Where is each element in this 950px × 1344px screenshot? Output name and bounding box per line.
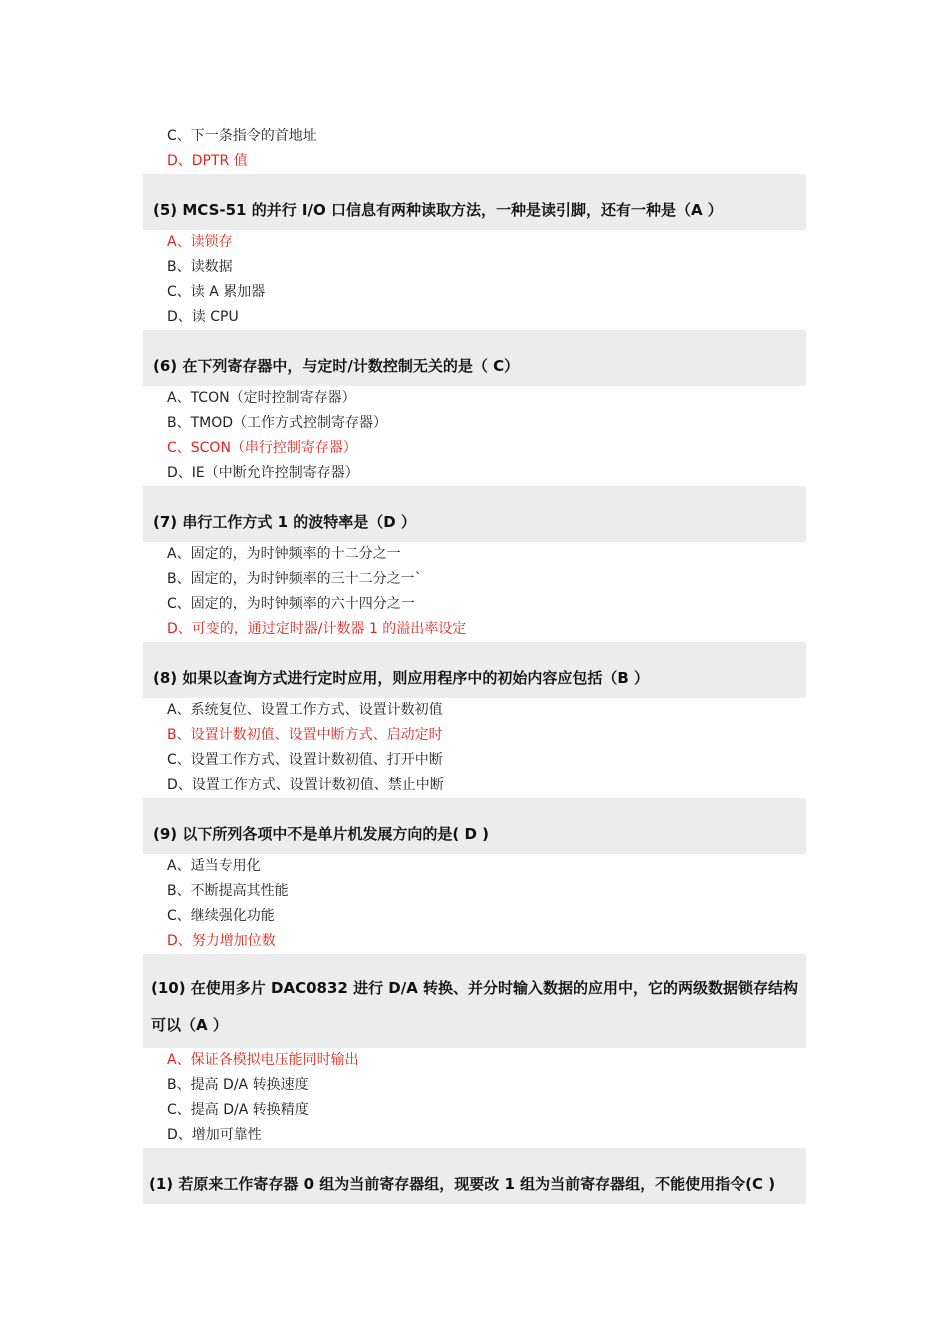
- option-item: A、系统复位、设置工作方式、设置计数初值: [167, 702, 443, 718]
- option-item: C、继续强化功能: [167, 908, 275, 924]
- option-item-correct: B、设置计数初值、设置中断方式、启动定时: [167, 727, 443, 743]
- question-text: (1) 若原来工作寄存器 0 组为当前寄存器组，现要改 1 组为当前寄存器组，不能使用指令(C ): [149, 1175, 776, 1193]
- option-item: C、固定的，为时钟频率的六十四分之一: [167, 596, 415, 612]
- option-item: B、固定的，为时钟频率的三十二分之一`: [167, 571, 422, 587]
- question-text: (10) 在使用多片 DAC0832 进行 D/A 转换、并分时输入数据的应用中，它的两级数据锁存结构可以（A ）: [151, 979, 799, 1034]
- question-block: [143, 174, 806, 230]
- option-item: D、增加可靠性: [167, 1127, 262, 1143]
- option-item: B、不断提高其性能: [167, 883, 289, 899]
- option-item: B、读数据: [167, 259, 233, 275]
- option-item: D、读 CPU: [167, 309, 239, 325]
- option-item-correct: D、努力增加位数: [167, 933, 276, 949]
- question-block: [143, 1148, 806, 1204]
- question-text: (7) 串行工作方式 1 的波特率是（D ）: [153, 513, 416, 531]
- question-block: [143, 954, 806, 1048]
- question-text: (8) 如果以查询方式进行定时应用，则应用程序中的初始内容应包括（B ）: [153, 669, 650, 687]
- option-item: D、IE（中断允许控制寄存器）: [167, 465, 359, 481]
- option-item: C、下一条指令的首地址: [167, 128, 317, 144]
- option-item-correct: D、可变的，通过定时器/计数器 1 的溢出率设定: [167, 621, 467, 637]
- option-item: A、适当专用化: [167, 858, 261, 874]
- option-item: A、TCON（定时控制寄存器）: [167, 390, 356, 406]
- option-item: A、固定的，为时钟频率的十二分之一: [167, 546, 401, 562]
- option-item: C、设置工作方式、设置计数初值、打开中断: [167, 752, 443, 768]
- question-block: [143, 330, 806, 386]
- option-item: B、TMOD（工作方式控制寄存器）: [167, 415, 388, 431]
- option-item-correct: C、SCON（串行控制寄存器）: [167, 440, 357, 456]
- option-item-correct: A、读锁存: [167, 234, 233, 250]
- question-block: [143, 798, 806, 854]
- question-text: (5) MCS-51 的并行 I/O 口信息有两种读取方法，一种是读引脚，还有一种是（A ）: [153, 201, 723, 219]
- option-item-correct: A、保证各模拟电压能同时输出: [167, 1052, 359, 1068]
- option-item: D、设置工作方式、设置计数初值、禁止中断: [167, 777, 444, 793]
- option-item: B、提高 D/A 转换速度: [167, 1077, 309, 1093]
- option-item-correct: D、DPTR 值: [167, 153, 248, 169]
- option-item: C、读 A 累加器: [167, 284, 266, 300]
- option-item: C、提高 D/A 转换精度: [167, 1102, 309, 1118]
- question-text: (9) 以下所列各项中不是单片机发展方向的是( D ): [153, 825, 489, 843]
- question-block: [143, 486, 806, 542]
- question-block: [143, 642, 806, 698]
- question-text: (6) 在下列寄存器中，与定时/计数控制无关的是（ C）: [153, 357, 520, 375]
